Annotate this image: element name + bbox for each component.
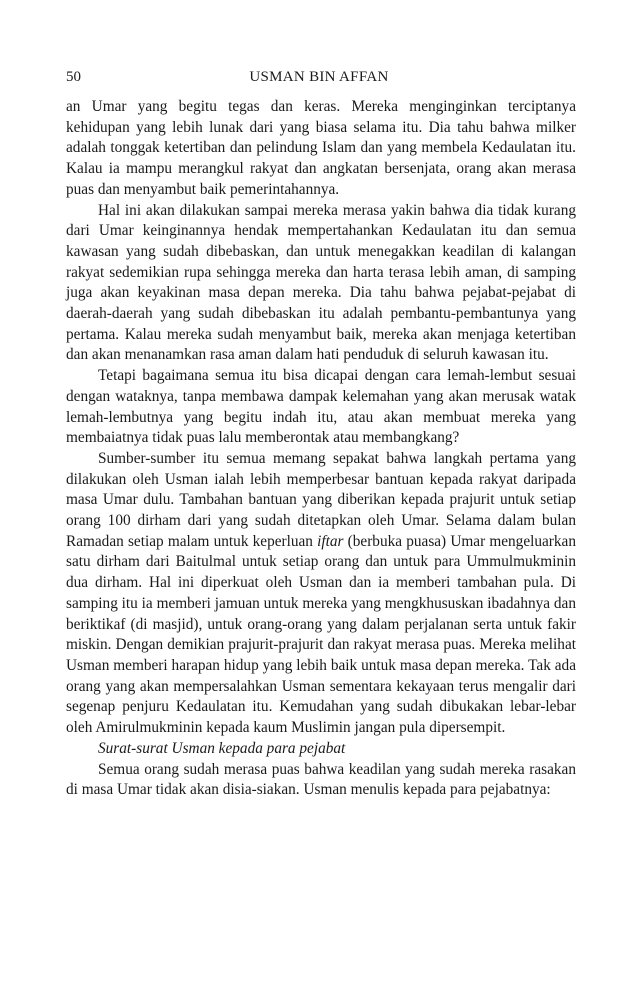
section-title: Surat-surat Usman kepada para pejabat	[98, 739, 346, 757]
page-header	[66, 66, 572, 88]
running-title: USMAN BIN AFFAN	[249, 69, 389, 85]
paragraph-3: Tetapi bagaimana semua itu bisa dicapai dengan cara lemah-lembut sesuai dengan wataknya, tanpa membawa dampak kelemahan yang akan merusak watak lemah-lembutnya yang begitu indah itu, atau akan membuat mereka yang membaiatnya tidak puas lalu memberontak atau membangkang?	[66, 367, 576, 447]
page-number: 50	[66, 69, 81, 85]
italic-term: iftar	[317, 532, 344, 550]
paragraph-4	[66, 449, 576, 739]
paragraph-4-after: (berbuka puasa) Umar mengeluarkan satu dirham dari Baitulmal untuk setiap orang dan untuk para Ummulmukminin dua dirham. Hal ini diperkuat oleh Usman dan ia memberi tambahan pula. Di samping itu ia memberi jamuan untuk mereka yang mengkhususkan ibadahnya dan beriktikaf (di masjid), untuk orang-orang yang dalam perjalanan serta untuk fakir miskin. Dengan demikian prajurit-prajurit dan rakyat merasa puas. Mereka melihat Usman memberi harapan hidup yang lebih baik untuk masa depan mereka. Tak ada orang yang akan mempersalahkan Usman sementara kekayaan terus mengalir dari segenap penjuru Kedaulatan itu. Kemudahan yang sudah dibukakan lebar-lebar oleh Amirulmukminin kepada kaum Muslimin jangan pula dipersempit.	[66, 532, 576, 737]
section-paragraph: Semua orang sudah merasa puas bahwa keadilan yang sudah mereka rasakan di masa Umar tidak akan disia-siakan. Usman menulis kepada para pejabatnya:	[66, 760, 576, 799]
paragraph-4-before: Sumber-sumber itu semua memang sepakat bahwa langkah pertama yang dilakukan oleh Usman ialah lebih memperbesar bantuan kepada rakyat daripada masa Umar dulu. Tambahan bantuan yang diberikan kepada prajurit untuk setiap orang 100 dirham dari yang sudah ditetapkan oleh Umar. Selama dalam bulan Ramadan setiap malam untuk keperluan	[66, 449, 576, 550]
paragraph-2: Hal ini akan dilakukan sampai mereka merasa yakin bahwa dia tidak kurang dari Umar keinginannya hendak mempertahankan Kedaulatan itu dan semua kawasan yang sudah dibebaskan, dan untuk menegakkan keadilan di kalangan rakyat sedemikian rupa sehingga mereka dan harta terasa lebih aman, di samping juga akan keyakinan masa depan mereka. Dia tahu bahwa pejabat-pejabat di daerah-daerah yang sudah dibebaskan itu adalah pembantu-pembantunya yang pertama. Kalau mereka sudah menyambut baik, mereka akan menjaga ketertiban dan akan menanamkan rasa aman dalam hati penduduk di seluruh kawasan itu.	[66, 201, 576, 364]
paragraph-1: an Umar yang begitu tegas dan keras. Mereka menginginkan terciptanya kehidupan yang lebih lunak dari yang biasa selama itu. Dia tahu bahwa milker adalah tonggak ketertiban dan pelindung Islam dan yang membela Kedaulatan itu. Kalau ia mampu merangkul rakyat dan angkatan bersenjata, orang akan merasa puas dan menyambut baik pemerintahannya.	[66, 98, 576, 198]
page-body	[66, 97, 576, 801]
